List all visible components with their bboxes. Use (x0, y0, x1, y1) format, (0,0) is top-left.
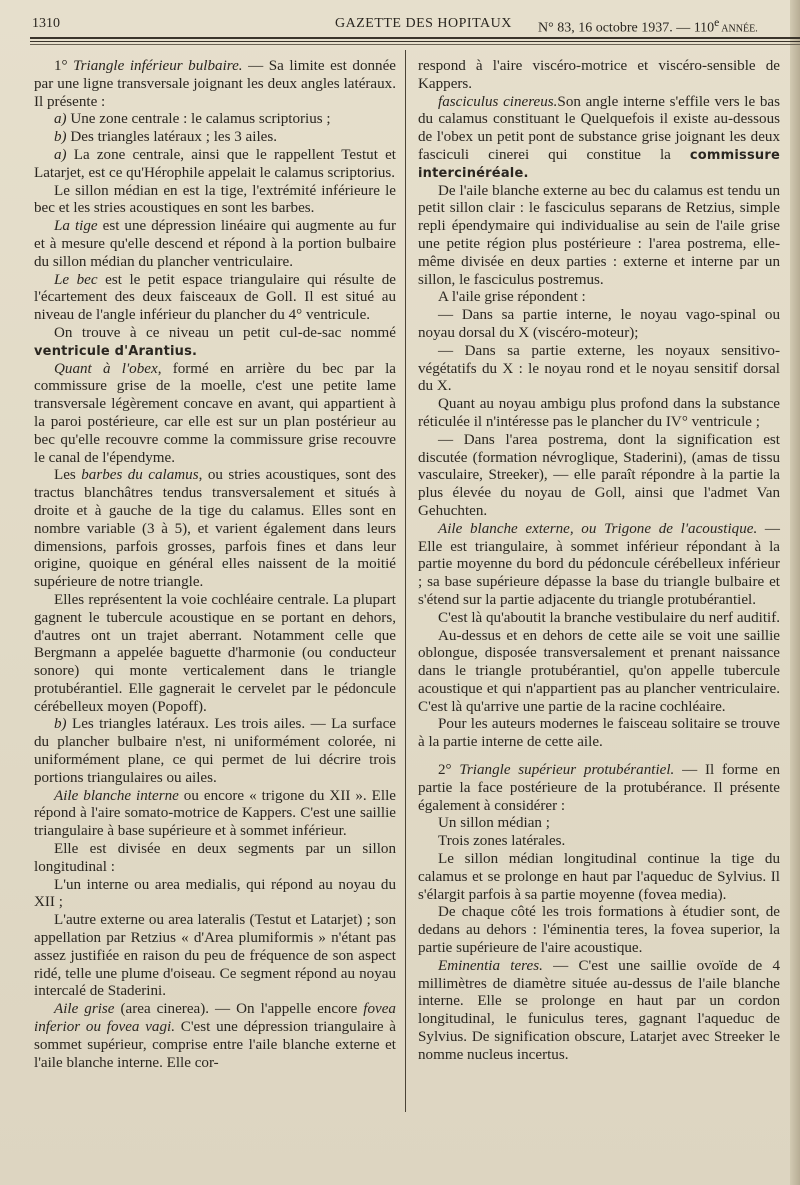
right-column (418, 58, 780, 1065)
text-run: (area cinerea). — On l'appelle encore (114, 1001, 364, 1018)
paragraph (34, 58, 396, 111)
text-run: Quelquefois il existe au-dessous de l'obex un petit pont de substance grise joignant les deux fasciculi cinerei qui constitue la (418, 111, 780, 163)
paragraph (418, 716, 780, 752)
paragraph (418, 94, 780, 183)
paragraph (418, 343, 780, 396)
paragraph (418, 307, 780, 343)
paragraph (418, 958, 780, 1065)
italic-term: a) (54, 111, 67, 128)
text-run: Le sillon médian en est la tige, l'extrémité inférieure le bec et les stries acoustiques en sont les barbes. (34, 182, 396, 217)
text-run: C'est là qu'aboutit la branche vestibulaire du nerf auditif. (438, 609, 781, 626)
text-run: — Sa limite est donnée par une ligne transversale joignant les deux angles latéraux. Il présente : (34, 58, 396, 110)
paragraph (34, 877, 396, 913)
text-run: Son angle interne s'effile vers le bas du calamus constituant le (418, 93, 780, 128)
issue-info (538, 16, 758, 37)
issue-text: N° 83, 16 octobre 1937. — 110 (538, 20, 715, 36)
paragraph (34, 147, 396, 183)
paragraph (34, 788, 396, 841)
paragraph (418, 833, 780, 851)
text-run: 2° (438, 762, 460, 779)
text-run: , ou stries acoustiques, sont des tractus blanchâtres tendus transversalement et situés à droite et à gauche de la tige du calamus. Elles sont en nombre variable (3 à 5), et varient également dans leurs dimensions, parfois grosses, parfois fines et dans leur origine, quoique en général elles naissent de la moitié supérieure de notre triangle. (34, 467, 396, 591)
header-rule-thin (30, 44, 800, 45)
paragraph (418, 628, 780, 717)
italic-term: Aile blanche interne (54, 787, 179, 804)
paragraph (418, 762, 780, 815)
text-run: 1° (54, 58, 74, 74)
paragraph (418, 432, 780, 521)
paragraph (418, 289, 780, 307)
text-run: Les (54, 467, 82, 484)
paragraph (34, 272, 396, 325)
left-column (34, 58, 396, 1072)
paragraph (418, 183, 780, 290)
italic-term: fasciculus cinereus. (438, 93, 558, 110)
text-run: — Elle est triangulaire, à sommet inférieur répondant à la partie moyenne du bord du pédoncule cérébelleux inférieur ; sa base supérieure dépasse la base du triangle bulbaire et s'étend sur la partie adjacente du triangle protubérantiel. (418, 520, 781, 608)
italic-term: Quant à l'obex (54, 360, 158, 377)
paragraph (34, 361, 396, 468)
header-rule-double (30, 41, 800, 42)
text-run: Quant au noyau ambigu plus profond dans la substance réticulée il n'intéresse pas le plancher du IV° ventricule ; (418, 396, 780, 430)
text-run: , formé en arrière du bec par la commissure grise de la moelle, c'est une petite lame transversale légèrement concave en avant, qui appartient à la paroi postérieure, car elle est sur un plan postérieur au bec qu'elle recouvre comme la commissure grise recouvre le canal de l'épendyme. (34, 360, 396, 466)
paragraph (418, 851, 780, 904)
paragraph (34, 716, 396, 787)
paragraph (418, 58, 780, 94)
italic-term: Aile grise (54, 1001, 115, 1018)
text-run: L'un interne ou area medialis, qui répond au noyau du XII ; (34, 876, 396, 911)
journal-title: GAZETTE DES HOPITAUX (335, 16, 512, 31)
bold-term: commissure intercinéréale. (418, 147, 780, 181)
text-run: Une zone centrale : le calamus scriptorius ; (66, 111, 331, 128)
text-run: A l'aile grise répondent : (438, 289, 586, 306)
text-run: L'autre externe ou area lateralis (Testut et Latarjet) ; son appellation par Retzius « d'Area plumiformis » n'étant pas assez justifiée en raison du peu de fréquence de son aspect ridé, telle une plume d'oiseau. Ce segment répond au noyau intercalé de Staderini. (34, 912, 396, 1000)
paragraph (34, 183, 396, 219)
italic-term: Aile blanche externe, ou Trigone de l'acoustique. (438, 520, 758, 537)
italic-term: a) (54, 146, 67, 163)
text-run: Elle est divisée en deux segments par un sillon longitudinal : (34, 841, 396, 875)
italic-term: Triangle supérieur protubérantiel. (459, 762, 675, 779)
paragraph (34, 111, 396, 129)
italic-term: Triangle inférieur bulbaire. (73, 58, 243, 74)
paragraph (34, 592, 396, 717)
text-run: est une dépression linéaire qui augmente au fur et à mesure qu'elle descend et répond à la portion bulbaire du sillon médian du plancher ventriculaire. (34, 218, 396, 270)
paragraph (418, 610, 780, 628)
text-run: Un sillon médian ; (438, 815, 550, 832)
text-run: Elles représentent la voie cochléaire centrale. La plupart gagnent le tubercule acoustique en se portant en dehors, d'autres ont un trajet aberrant. Notamment celle que Bergmann a appelée baguette d'harmonie (ou conducteur sonore) qui monte verticalement dans le triangle protubérantiel. Elle gagnerait le cervelet par le pédoncule cérébelleux moyen (Popoff). (34, 591, 396, 715)
text-run: Trois zones latérales. (438, 833, 566, 850)
text-run: est le petit espace triangulaire qui résulte de l'écartement des deux faisceaux de Goll. Il est situé au niveau de l'angle inférieur du plancher du 4° ventricule. (34, 271, 396, 324)
italic-term: b) (54, 716, 67, 733)
text-run: — C'est une saillie ovoïde de 4 millimètres de diamètre située au-dessus de l'aile blanche interne. Elle se prolonge en haut par un cordon longitudinal, le funiculus teres, gagnant l'aqueduc de Sylvius. De signification obscure, Latarjet avec Streeker le nomme nucleus incertus. (418, 957, 780, 1063)
italic-term: Eminentia teres. (438, 957, 543, 974)
issue-year-word: ANNÉE. (719, 23, 758, 35)
paragraph (34, 325, 396, 361)
text-run: — Dans sa partie interne, le noyau vago-spinal ou noyau dorsal du X (viscéro-moteur); (418, 307, 780, 341)
text-run: Pour les auteurs modernes le faisceau solitaire se trouve à la partie interne de cette aile. (418, 716, 780, 751)
italic-term: La tige (54, 218, 98, 235)
paragraph (34, 129, 396, 147)
text-run: C'est une dépression triangulaire à sommet supérieur, comprise entre l'aile blanche externe et l'aile blanche interne. Elle cor- (34, 1019, 396, 1071)
paragraph (418, 521, 780, 610)
header-rule (30, 37, 800, 39)
paragraph (34, 1001, 396, 1072)
text-run: De chaque côté les trois formations à étudier sont, de dedans au dehors : l'éminentia teres, la fovea superior, la partie supérieure de l'aire acoustique. (418, 904, 780, 957)
text-run: ou encore « trigone du XII ». Elle répond à l'aire somato-motrice de Kappers. C'est une saillie triangulaire à base supérieure et à sommet inférieur. (34, 787, 396, 840)
issue-sup: e (714, 16, 720, 29)
text-run: — Il forme en partie la face postérieure de la protubérance. Il présente également à considérer : (418, 762, 780, 814)
page-edge (790, 0, 800, 1185)
text-run: La zone centrale, ainsi que le rappellent Testut et Latarjet, est ce qu'Hérophile appelait le calamus scriptorius. (34, 146, 396, 181)
paragraph (34, 841, 396, 877)
text-run: Des triangles latéraux ; les 3 ailes. (66, 129, 277, 146)
italic-term: barbes du calamus (81, 467, 199, 484)
paragraph (418, 396, 780, 432)
text-run: respond à l'aire viscéro-motrice et viscéro-sensible de Kappers. (418, 58, 780, 92)
text-run: Le sillon médian longitudinal continue la tige du calamus et se prolonge en haut par l'aqueduc de Sylvius. Il s'élargit parfois à sa partie moyenne (fovea media). (418, 851, 780, 903)
page-number: 1310 (32, 16, 60, 31)
paragraph (418, 904, 780, 957)
text-run: — Dans l'area postrema, dont la signification est discutée (formation névroglique, Staderini), (amas de tissu vasculaire, Streeker), — elle paraît répondre à la partie la plus élevée du noyau de Goll, ainsi que l'admet Van Gehuchten. (418, 431, 780, 519)
bold-term: ventricule d'Arantius. (34, 343, 198, 359)
text-run: On trouve à ce niveau un petit cul-de-sac nommé (54, 324, 396, 341)
italic-term: Le bec (54, 271, 98, 288)
page-header (0, 14, 800, 36)
text-run: Au-dessus et en dehors de cette aile se voit une saillie oblongue, disposée transversalement et prenant naissance dans le triangle protubérantiel, qu'on appelle tubercule acoustique et qui n'appartient pas au plancher ventriculaire. C'est là qu'arrive une partie de la racine cochléaire. (418, 627, 780, 715)
italic-term: fovea inferior ou fovea vagi. (34, 1001, 396, 1036)
text-run: Les triangles latéraux. Les trois ailes. — La surface du plancher bulbaire n'est, ni uniformément colorée, ni uniformément plane, ce qui permet de lui décrire trois portions triangulaires ou ailes. (34, 716, 396, 786)
text-run: De l'aile blanche externe au bec du calamus est tendu un petit sillon clair : le fasciculus separans de Retzius, simple repli épendymaire qui individualise au sein de l'aile grise une petite région plus postérieure : l'area postrema, elle-même divisée en deux parties : externe et interne par un sillon, le fasciculus postremus. (418, 182, 780, 288)
paragraph (34, 218, 396, 271)
paragraph (418, 815, 780, 833)
italic-term: b) (54, 129, 67, 146)
column-divider (405, 50, 406, 1112)
paragraph (34, 912, 396, 1001)
text-run: — Dans sa partie externe, les noyaux sensitivo-végétatifs du X : le noyau rond et le noyau sensitif dorsal du X. (418, 342, 780, 395)
paragraph (34, 467, 396, 592)
